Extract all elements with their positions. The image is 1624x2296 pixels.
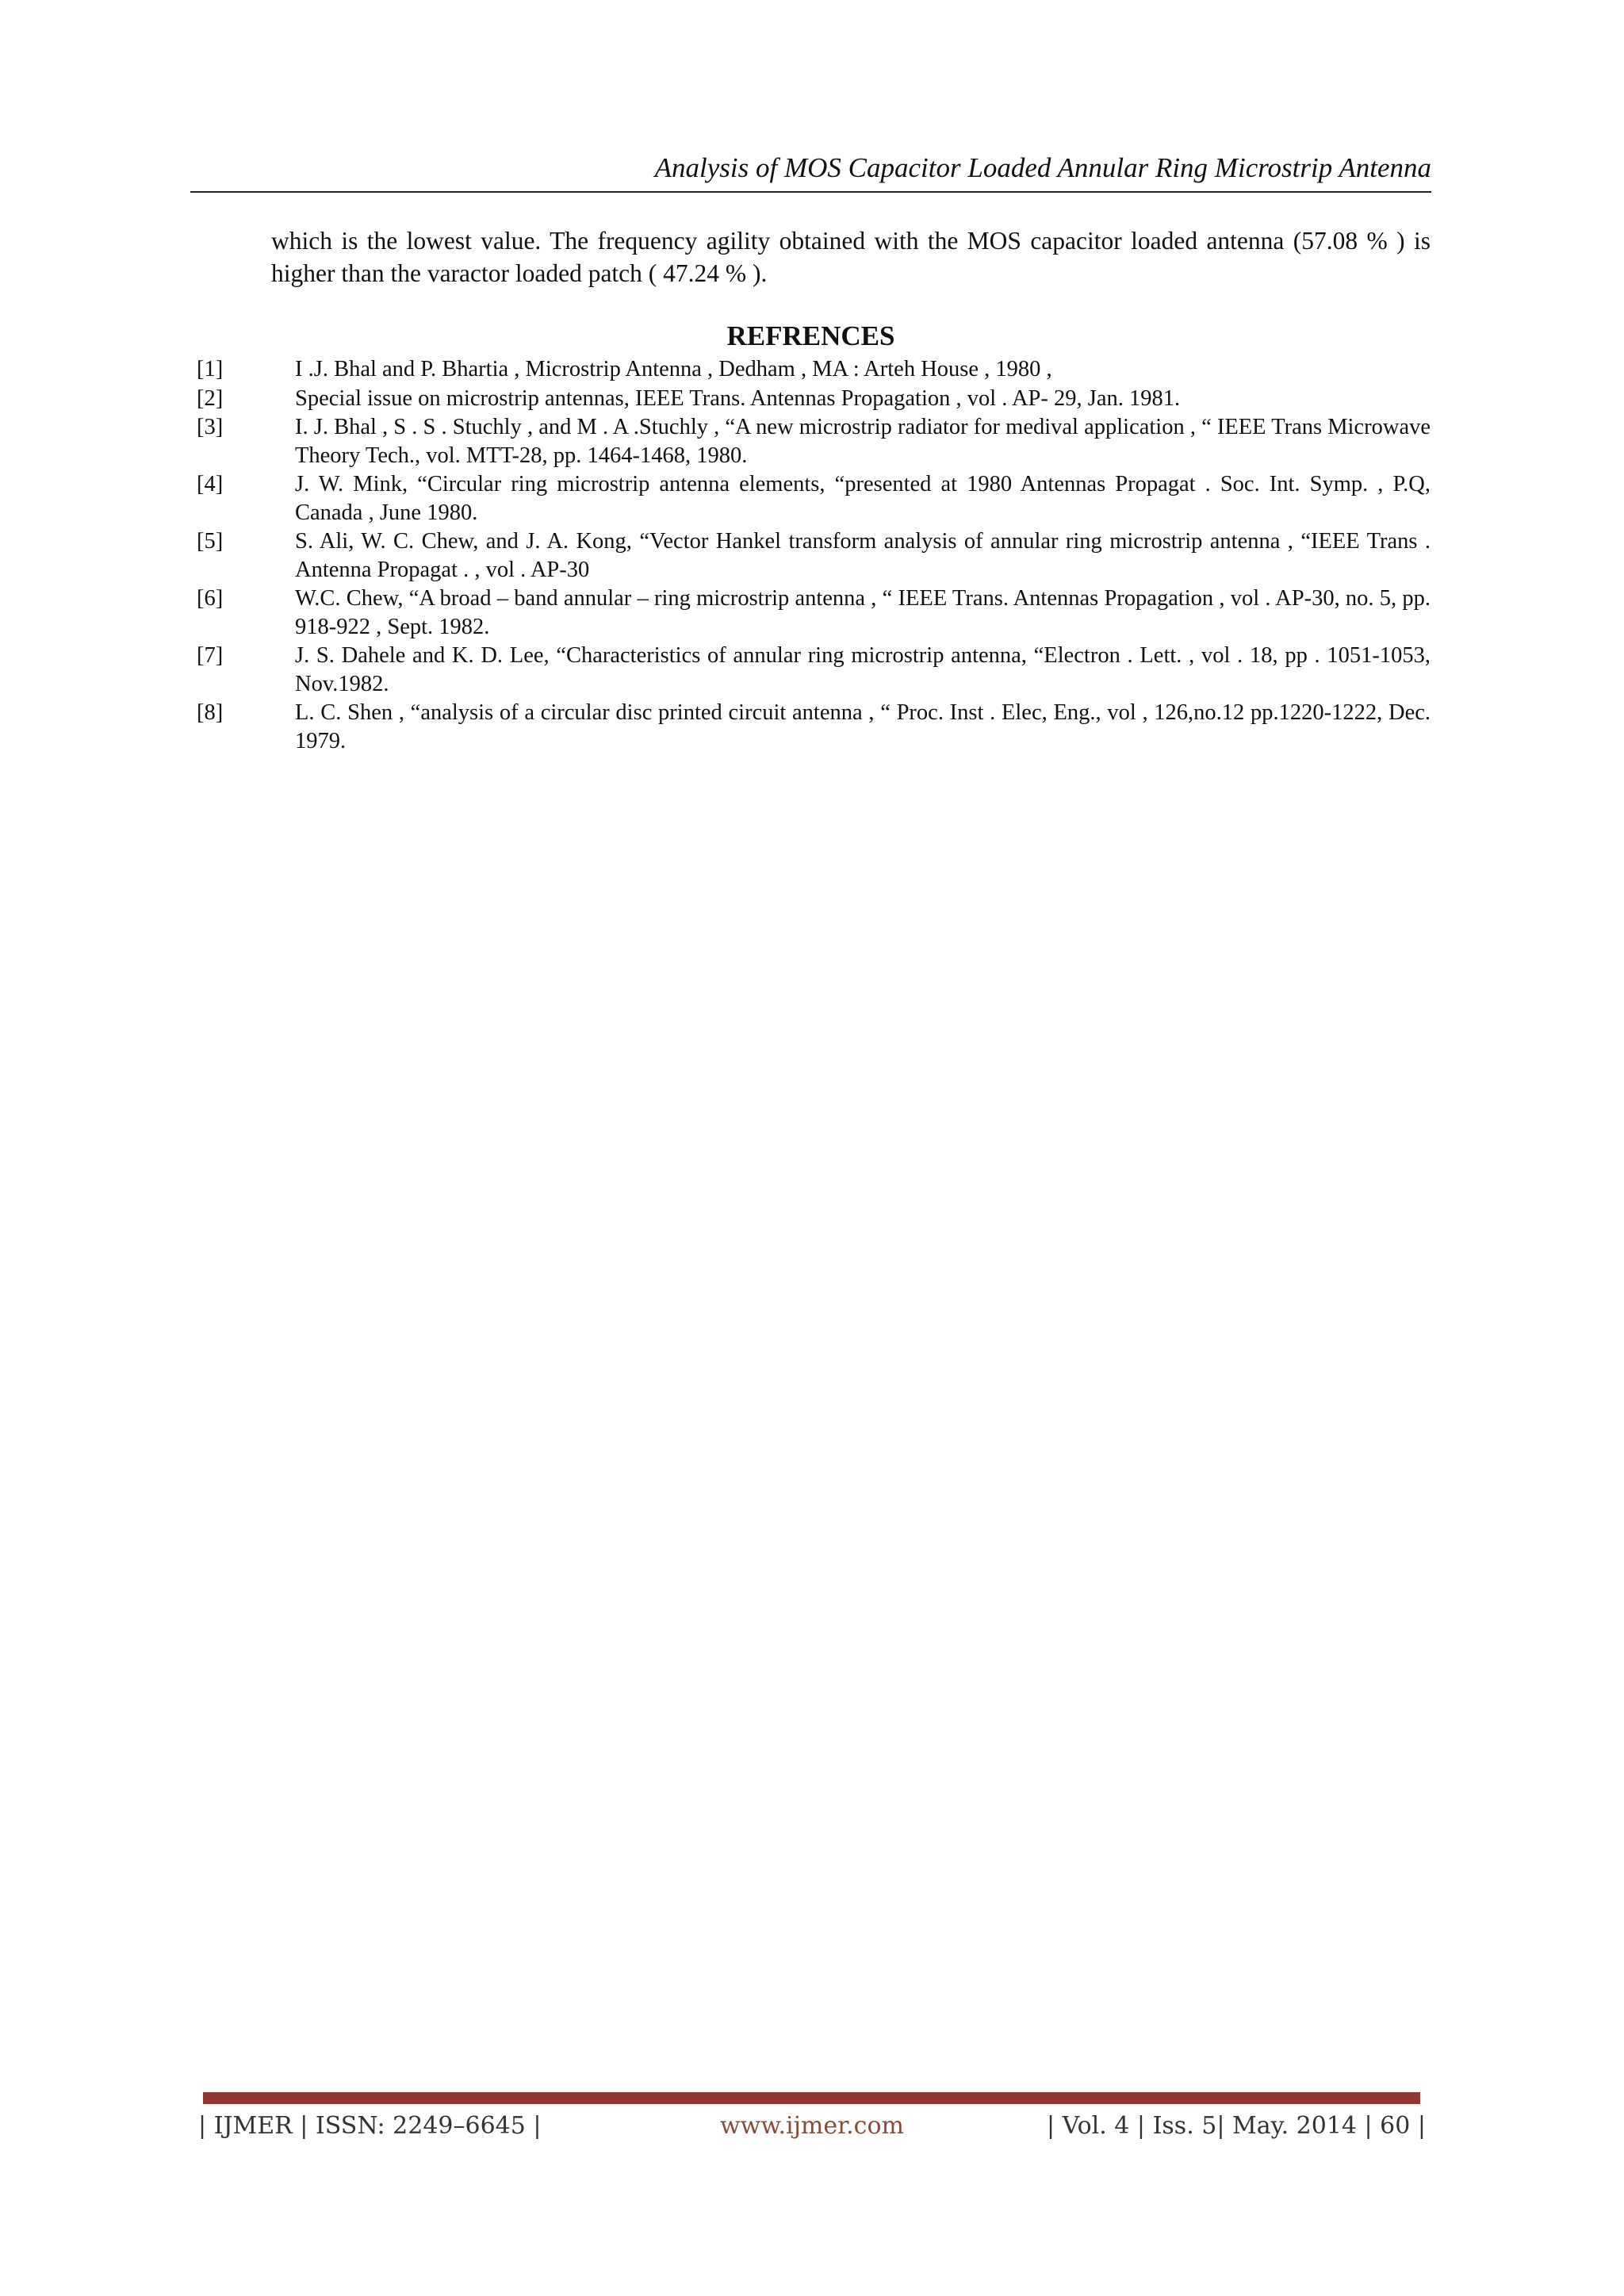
reference-text: J. W. Mink, “Circular ring microstrip antenna elements, “presented at 1980 Antennas Propagat . Soc. Int. Symp. , P.Q, Canada , June 1980. (295, 472, 1431, 525)
reference-text: Special issue on microstrip antennas, IEEE Trans. Antennas Propagation , vol . AP- 29, Jan. 1981. (295, 385, 1181, 411)
reference-text: J. S. Dahele and K. D. Lee, “Characteristics of annular ring microstrip antenna, “Electron . Lett. , vol . 18, pp . 1051-1053, Nov.1982. (295, 643, 1431, 696)
reference-item (197, 527, 1431, 584)
references-heading: REFRENCES (726, 320, 895, 351)
reference-item (197, 642, 1431, 698)
reference-item (197, 470, 1431, 527)
header-divider (190, 191, 1431, 193)
reference-text: L. C. Shen , “analysis of a circular disc printed circuit antenna , “ Proc. Inst . Elec, Eng., vol , 126,no.12 pp.1220-1222, Dec. 1979. (295, 700, 1431, 753)
reference-number: [5] (197, 529, 224, 554)
reference-number: [4] (197, 472, 224, 496)
references-list (197, 355, 1431, 756)
footer-color-bar (203, 2092, 1420, 2104)
reference-number: [7] (197, 643, 224, 668)
reference-item (197, 413, 1431, 470)
reference-number: [1] (197, 357, 224, 381)
reference-text: I .J. Bhal and P. Bhartia , Microstrip Antenna , Dedham , MA : Arteh House , 1980 , (295, 357, 1052, 381)
running-header-title: Analysis of MOS Capacitor Loaded Annular Ring Microstrip Antenna (654, 152, 1431, 183)
reference-item (197, 355, 1431, 384)
footer-website-link[interactable]: www.ijmer.com (719, 2112, 904, 2140)
reference-number: [3] (197, 415, 224, 439)
footer-volume-page: | Vol. 4 | Iss. 5| May. 2014 | 60 | (1047, 2112, 1426, 2140)
reference-item (197, 385, 1431, 413)
reference-number: [6] (197, 586, 224, 611)
reference-text: I. J. Bhal , S . S . Stuchly , and M . A .Stuchly , “A new microstrip radiator for medival application , “ IEEE Trans Microwave Theory Tech., vol. MTT-28, pp. 1464-1468, 1980. (295, 415, 1431, 468)
reference-item (197, 699, 1431, 755)
reference-number: [2] (197, 385, 224, 411)
footer-journal-issn: | IJMER | ISSN: 2249–6645 | (198, 2112, 542, 2140)
reference-item (197, 585, 1431, 641)
reference-text: W.C. Chew, “A broad – band annular – ring microstrip antenna , “ IEEE Trans. Antennas Propagation , vol . AP-30, no. 5, pp. 918-922 , Sept. 1982. (295, 586, 1431, 639)
reference-text: S. Ali, W. C. Chew, and J. A. Kong, “Vector Hankel transform analysis of annular ring microstrip antenna , “IEEE Trans . Antenna Propagat . , vol . AP-30 (295, 529, 1431, 582)
body-paragraph: which is the lowest value. The frequency agility obtained with the MOS capacitor loaded antenna (57.08 % ) is higher than the varactor loaded patch ( 47.24 % ). (271, 227, 1431, 287)
reference-number: [8] (197, 700, 224, 725)
page-footer (198, 2110, 1426, 2143)
